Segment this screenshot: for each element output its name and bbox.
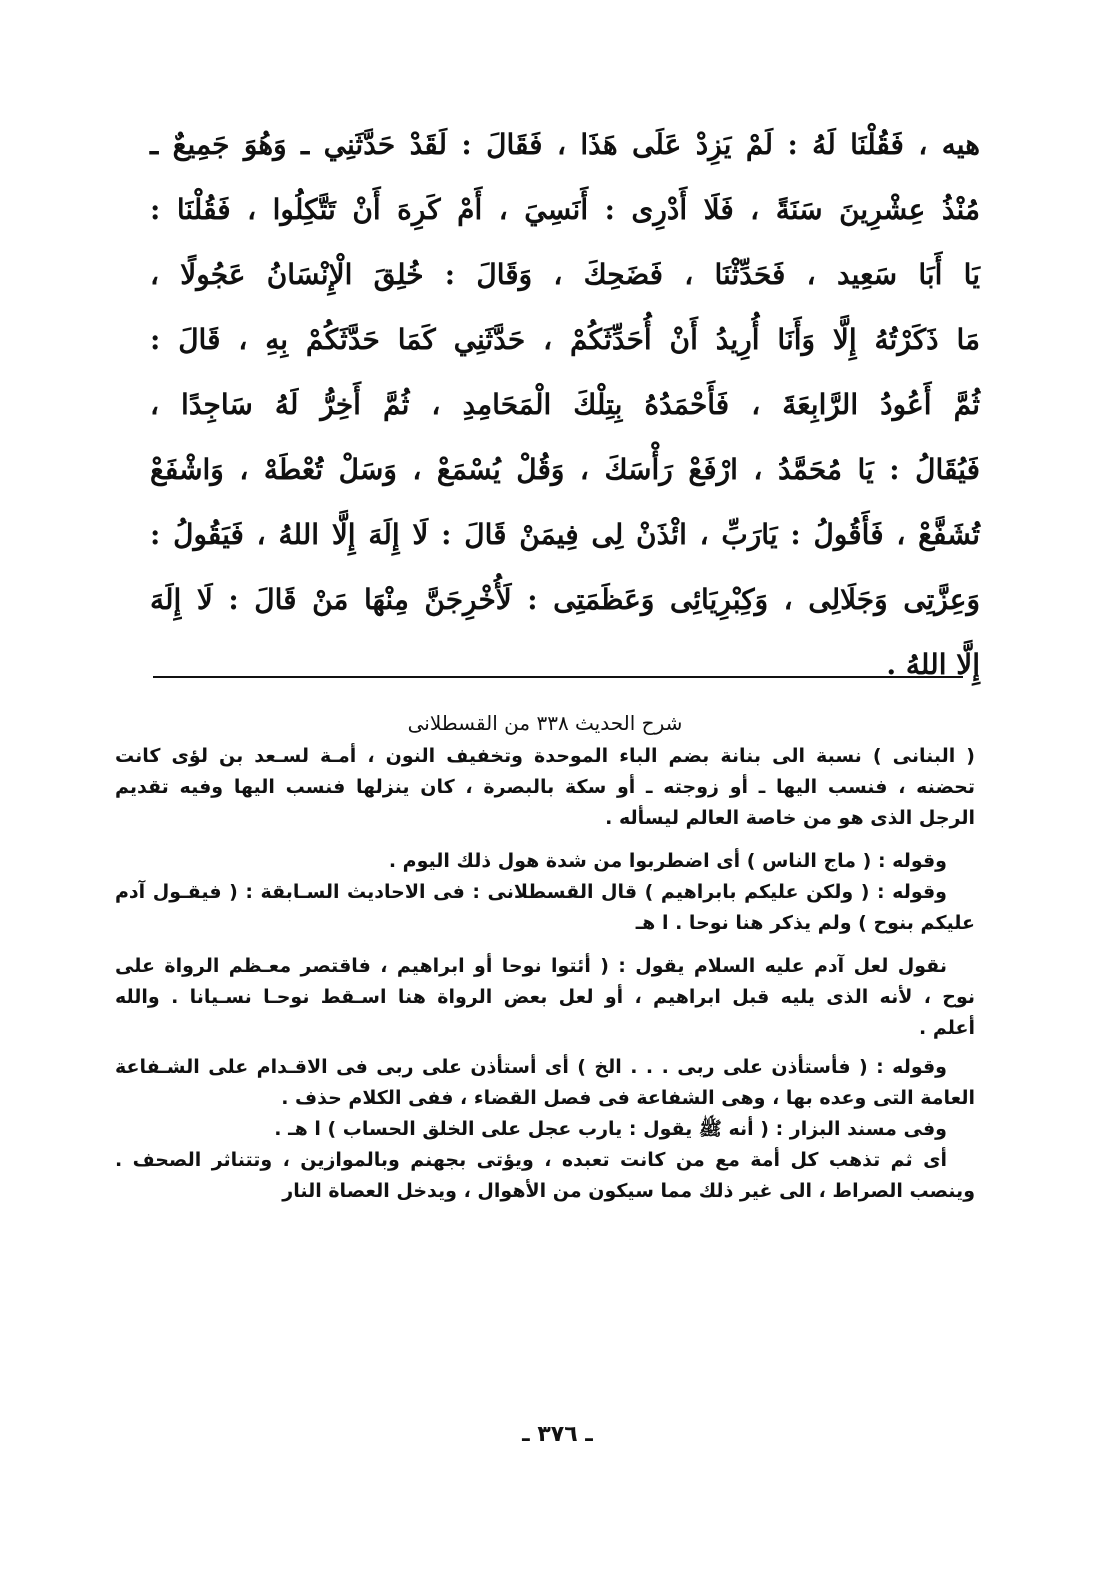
commentary-line: وقوله : ( ولكن عليكم بابراهيم ) قال القسطلانى : فى الاحاديث السـابقة : ( فيقـول آدم [115,881,947,903]
hadith-line: يَا أَبَا سَعِيد ، فَحَدِّثْنَا ، فَضَحِكَ ، وَقَالَ : خُلِقَ الْإِنْسَانُ عَجُولًا ، [150,258,980,291]
hadith-line: وَعِزَّتِى وَجَلَالِى ، وَكِبْرِيَائِى وَعَظَمَتِى : لَأُخْرِجَنَّ مِنْهَا مَنْ قَالَ : لَا إِلَهَ [150,583,980,616]
commentary-line: نوح ، لأنه الذى يليه قبل ابراهيم ، أو لعل بعض الرواة هنا اسـقط نوحـا نسـيانا . والله [115,986,975,1008]
hadith-line: ثُمَّ أَعُودُ الرَّابِعَةَ ، فَأَحْمَدُهُ بِتِلْكَ الْمَحَامِدِ ، ثُمَّ أَخِرُّ لَهُ سَاجِدًا ، [150,388,980,421]
commentary-paragraph [115,1114,975,1145]
commentary-heading: شرح الحديث ٣٣٨ من القسطلانى [407,711,683,735]
commentary-block [115,705,975,1207]
commentary-paragraph [115,951,975,1044]
commentary-line: العامة التى وعده بها ، وهى الشفاعة فى فصل القضاء ، ففى الكلام حذف . [281,1087,975,1109]
commentary-line: وقوله : ( ماج الناس ) أى اضطربوا من شدة هول ذلك اليوم . [388,850,947,872]
hadith-line: فَيُقَالُ : يَا مُحَمَّدُ ، ارْفَعْ رَأْسَكَ ، وَقُلْ يُسْمَعْ ، وَسَلْ تُعْطَهْ ، وَاشْفَعْ [150,453,980,486]
commentary-line: وينصب الصراط ، الى غير ذلك مما سيكون من الأهوال ، ويدخل العصاة النار [282,1180,975,1202]
commentary-paragraph [115,1145,975,1207]
commentary-paragraph [115,846,975,877]
hadith-line: إِلَّا اللهُ . [886,648,980,681]
commentary-paragraph [115,741,975,834]
commentary-line: وفى مسند البزار : ( أنه ﷺ يقول : يارب عجل على الخلق الحساب ) ا هـ . [274,1118,947,1140]
hadith-line: هيه ، فَقُلْنَا لَهُ : لَمْ يَزِدْ عَلَى هَذَا ، فَقَالَ : لَقَدْ حَدَّثَنِي ـ وَهُوَ جَمِيعٌ ـ [150,128,980,161]
commentary-line: أعلم . [919,1017,975,1039]
commentary-line: أى ثم تذهب كل أمة مع من كانت تعبده ، ويؤتى بجهنم وبالموازين ، وتتناثر الصحف . [115,1149,947,1171]
commentary-line: نقول لعل آدم عليه السلام يقول : ( أئتوا نوحا أو ابراهيم ، فاقتصر معـظم الرواة على [115,955,947,977]
page-number: ـ ٣٧٦ ـ [522,1422,593,1447]
commentary-line: ( البنانى ) نسبة الى بنانة بضم الباء الموحدة وتخفيف النون ، أمـة لسـعد بن لؤى كانت [115,745,975,767]
hadith-line: مُنْذُ عِشْرِينَ سَنَةً ، فَلَا أَدْرِى : أَنَسِيَ ، أَمْ كَرِهَ أَنْ تَتَّكِلُوا ، فَقُلْنَا : [150,193,980,226]
commentary-line: عليكم بنوح ) ولم يذكر هنا نوحا . ا هـ [635,912,975,934]
commentary-paragraph [115,877,975,939]
commentary-line: تحضنه ، فنسب اليها ـ أو زوجته ـ أو سكة بالبصرة ، كان ينزلها فنسب اليها وفيه تقديم [115,776,975,798]
hadith-line: مَا ذَكَرْتُهُ إِلَّا وَأَنَا أُرِيدُ أَنْ أُحَدِّثَكُمْ ، حَدَّثَنِي كَمَا حَدَّثَكُمْ بِهِ ، قَالَ : [150,323,980,356]
hadith-text-block [150,112,980,697]
commentary-line: وقوله : ( فأستأذن على ربى . . . الخ ) أى أستأذن على ربى فى الاقـدام على الشـفاعة [115,1056,947,1078]
hadith-line: تُشَفَّعْ ، فَأَقُولُ : يَارَبِّ ، ائْذَنْ لِى فِيمَنْ قَالَ : لَا إِلَهَ إِلَّا اللهُ ، فَيَقُولُ : [150,518,980,551]
commentary-paragraph [115,1052,975,1114]
commentary-line: الرجل الذى هو من خاصة العالم ليسأله . [605,807,975,829]
section-divider [153,676,963,678]
